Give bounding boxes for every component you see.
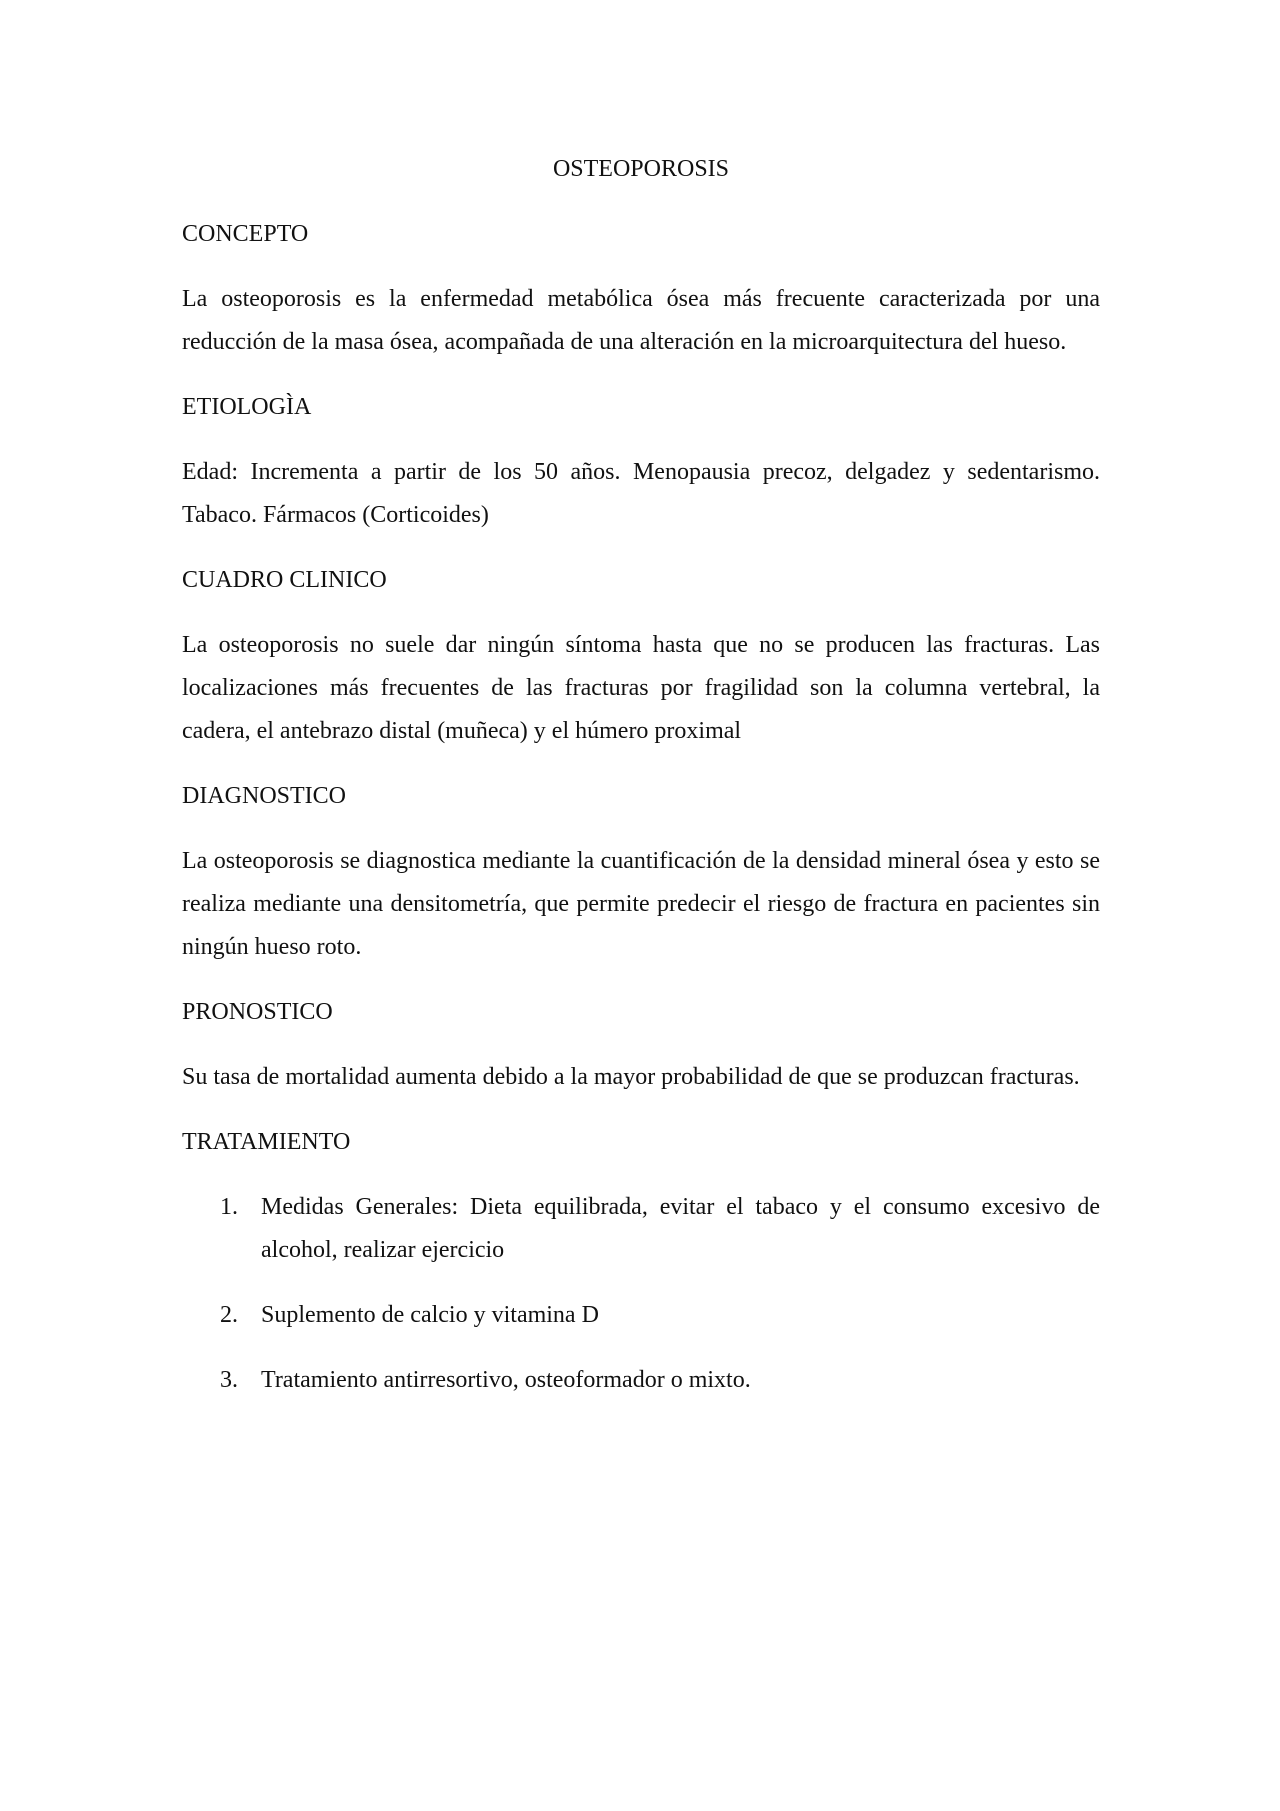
section-heading: CONCEPTO <box>182 221 309 247</box>
section-paragraph: La osteoporosis se diagnostica mediante la cuantificación de la densidad mineral ósea y esto se realiza mediante una densitometría, que permite predecir el riesgo de fractura en pacientes sin ningún hueso roto. <box>182 848 1100 960</box>
list-item <box>182 1359 1100 1402</box>
section-diagnostico <box>182 775 1100 969</box>
section-heading: DIAGNOSTICO <box>182 783 346 809</box>
list-number: 3. <box>220 1367 238 1393</box>
list-number: 1. <box>220 1194 238 1220</box>
treatment-list <box>182 1186 1100 1402</box>
section-heading: PRONOSTICO <box>182 999 333 1025</box>
list-text: Suplemento de calcio y vitamina D <box>261 1302 599 1328</box>
section-paragraph: Edad: Incrementa a partir de los 50 años. Menopausia precoz, delgadez y sedentarismo. Tabaco. Fármacos (Corticoides) <box>182 459 1100 528</box>
list-item <box>182 1294 1100 1337</box>
document-page <box>182 148 1100 1424</box>
list-text: Medidas Generales: Dieta equilibrada, evitar el tabaco y el consumo excesivo de alcohol, realizar ejercicio <box>261 1194 1100 1263</box>
section-heading: ETIOLOGÌA <box>182 394 312 420</box>
document-title: OSTEOPOROSIS <box>552 156 730 182</box>
section-concepto <box>182 213 1100 364</box>
section-etiologia <box>182 386 1100 537</box>
section-paragraph: Su tasa de mortalidad aumenta debido a la mayor probabilidad de que se produzcan fracturas. <box>182 1064 1080 1090</box>
section-paragraph: La osteoporosis no suele dar ningún síntoma hasta que no se producen las fracturas. Las localizaciones más frecuentes de las fracturas por fragilidad son la columna vertebral, la cadera, el antebrazo distal (muñeca) y el húmero proximal <box>182 632 1100 744</box>
list-item <box>182 1186 1100 1272</box>
section-heading: CUADRO CLINICO <box>182 567 387 593</box>
section-paragraph: La osteoporosis es la enfermedad metabólica ósea más frecuente caracterizada por una reducción de la masa ósea, acompañada de una alteración en la microarquitectura del hueso. <box>182 286 1100 355</box>
list-number: 2. <box>220 1302 238 1328</box>
section-pronostico <box>182 991 1100 1099</box>
section-tratamiento <box>182 1121 1100 1402</box>
list-text: Tratamiento antirresortivo, osteoformador o mixto. <box>261 1367 751 1393</box>
section-heading: TRATAMIENTO <box>182 1129 351 1155</box>
section-cuadro-clinico <box>182 559 1100 753</box>
